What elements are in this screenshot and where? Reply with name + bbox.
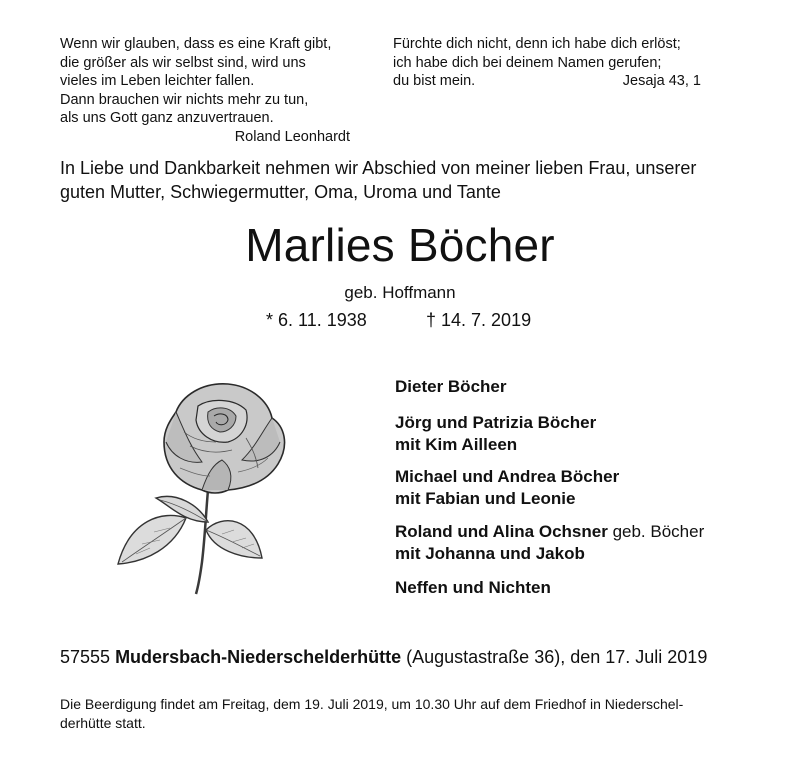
poem-line: Fürchte dich nicht, denn ich habe dich erlöst; <box>393 36 681 52</box>
postcode: 57555 <box>60 647 116 667</box>
mourner-group <box>395 577 551 599</box>
mourner-line: Michael und Andrea Böcher <box>395 467 620 486</box>
mourner-line: Neffen und Nichten <box>395 578 551 597</box>
death-date: † 14. 7. 2019 <box>426 310 532 330</box>
burial-line: Die Beerdigung findet am Freitag, dem 19. Juli 2019, um 10.30 Uhr auf dem Friedhof in Niederschel- <box>60 696 684 712</box>
mourner-group <box>395 466 619 510</box>
mourner-group <box>395 412 596 456</box>
intro-line: In Liebe und Dankbarkeit nehmen wir Abschied von meiner lieben Frau, unserer <box>60 158 697 178</box>
mourner-line: mit Kim Ailleen <box>395 435 518 454</box>
mourner-line <box>395 521 704 543</box>
mourner-name: Roland und Alina Ochsner <box>395 522 608 541</box>
poem-line: du bist mein. <box>393 73 476 89</box>
poem-line: Dann brauchen wir nichts mehr zu tun, <box>60 91 309 108</box>
burial-note <box>60 695 760 733</box>
town: Mudersbach-Niederschelderhütte <box>115 647 402 667</box>
maiden-name: geb. Hoffmann <box>344 283 456 302</box>
intro-line: guten Mutter, Schwiegermutter, Oma, Uroma und Tante <box>60 182 501 202</box>
poem-author: Roland Leonhardt <box>234 128 350 145</box>
poem-left <box>60 35 360 146</box>
deceased-name: Marlies Böcher <box>245 219 555 271</box>
mourner-group <box>395 376 506 398</box>
poem-line: als uns Gott ganz anzuvertrauen. <box>60 110 274 126</box>
poem-line: die größer als wir selbst sind, wird uns <box>60 54 306 71</box>
mourner-line: mit Johanna und Jakob <box>395 544 585 563</box>
poem-right <box>393 35 703 91</box>
birth-date: * 6. 11. 1938 <box>266 310 367 330</box>
address-date: (Augustastraße 36), den 17. Juli 2019 <box>401 647 708 667</box>
mourner-line: Dieter Böcher <box>395 377 507 396</box>
burial-line: derhütte statt. <box>60 715 146 731</box>
rose-icon <box>110 372 300 597</box>
place-date-line <box>60 647 707 668</box>
mourner-line: mit Fabian und Leonie <box>395 489 576 508</box>
poem-reference: Jesaja 43, 1 <box>622 73 701 89</box>
poem-line: Wenn wir glauben, dass es eine Kraft gibt, <box>60 36 332 52</box>
mourner-nee: geb. Böcher <box>607 522 705 541</box>
mourner-group <box>395 521 704 565</box>
poem-line: vieles im Leben leichter fallen. <box>60 73 255 89</box>
mourner-line: Jörg und Patrizia Böcher <box>395 413 597 432</box>
poem-line: ich habe dich bei deinem Namen gerufen; <box>393 54 662 71</box>
intro-text <box>60 156 696 204</box>
